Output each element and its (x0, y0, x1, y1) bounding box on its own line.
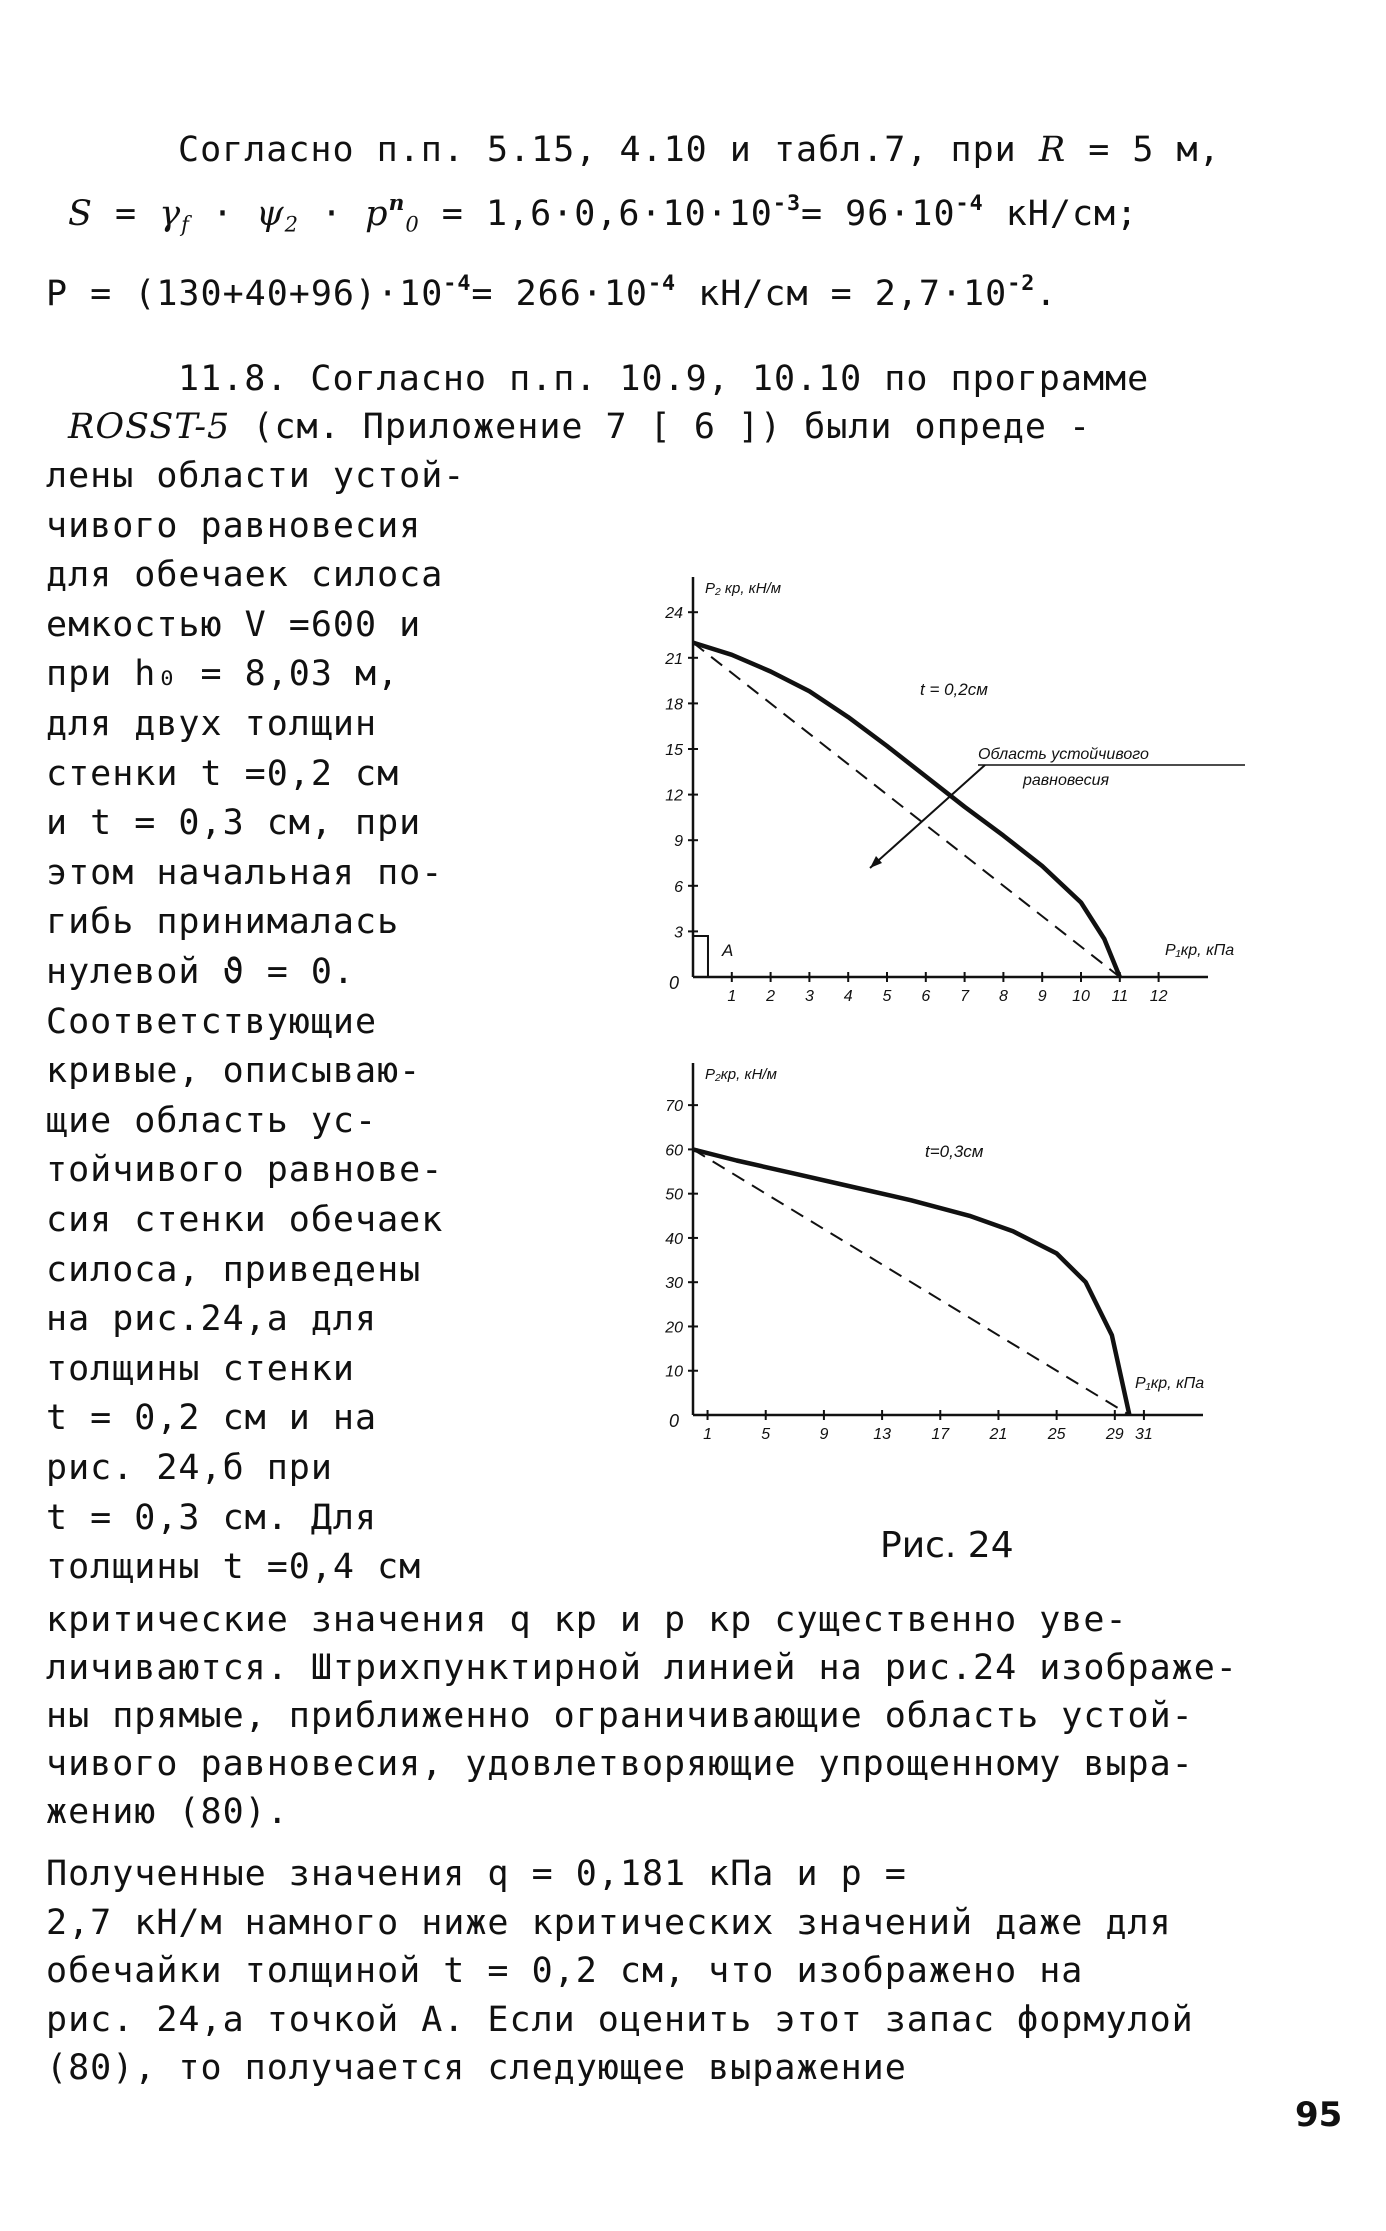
text: P = (130+40+96)·10 (46, 274, 444, 314)
y-tick-label: 6 (674, 878, 683, 896)
full-width-line: ны прямые, приближенно ограничивающие область устой- (46, 1696, 1194, 1736)
left-column-line: сия стенки обечаек (46, 1200, 444, 1240)
y-tick-label: 18 (665, 696, 683, 714)
chart-title: t=0,3см (925, 1142, 984, 1161)
x-tick-label: 8 (998, 988, 1008, 1005)
y-tick-label: 60 (665, 1142, 683, 1160)
left-column-line: t = 0,3 см. Для (46, 1497, 378, 1538)
left-column-line: стенки t =0,2 см (46, 753, 400, 794)
left-column-line: t = 0,2 см и на (46, 1398, 378, 1439)
text: = 5 м, (1066, 130, 1221, 170)
x-axis-label: P₁кр, кПа (1135, 1375, 1205, 1392)
x-tick-label: 5 (761, 1426, 771, 1443)
left-column-line: этом начальная по- (46, 852, 444, 893)
left-column-line: толщины стенки (46, 1348, 356, 1389)
x-tick-label: 9 (819, 1426, 829, 1443)
para3-line: Полученные значения q = 0,181 кПа и p = (46, 1854, 907, 1894)
left-column-line: тойчивого равнове- (46, 1150, 444, 1191)
program-name: ROSST-5 (68, 407, 231, 447)
y-tick-label: 40 (665, 1230, 683, 1248)
x-tick-label: 1 (727, 988, 737, 1005)
symbol-psi: ψ (256, 194, 285, 234)
x-tick-label: 17 (931, 1426, 950, 1443)
y-tick-label: 15 (665, 742, 683, 759)
text: = 96·10 (801, 194, 956, 234)
exponent: -3 (772, 190, 802, 216)
left-column-line: чивого равновесия (46, 505, 422, 546)
text: = (92, 194, 160, 234)
x-tick-label: 11 (1111, 988, 1129, 1005)
left-column-line: кривые, описываю- (46, 1051, 422, 1092)
left-column-line: и t = 0,3 см, при (46, 803, 422, 844)
text: · (189, 194, 257, 234)
text: (см. Приложение 7 [ 6 ]) были опреде - (230, 407, 1092, 447)
x-tick-label: 13 (873, 1426, 891, 1443)
para2-line1: 11.8. Согласно п.п. 10.9, 10.10 по программе (178, 359, 1150, 399)
left-column-line: при h₀ = 8,03 м, (46, 654, 400, 695)
y-axis-label: P₂ кр, кН/м (705, 580, 782, 597)
chart-24b (664, 1063, 1204, 1443)
figure-caption: Рис. 24 (880, 1525, 1014, 1566)
left-column-line: лены области устой- (46, 456, 466, 496)
x-tick-label: 2 (766, 988, 776, 1005)
subscript: 0 (405, 212, 420, 237)
x-tick-label: 9 (1037, 988, 1047, 1005)
y-tick-label: 9 (674, 833, 683, 851)
text: кН/см = 2,7·10 (676, 274, 1008, 314)
exponent: -4 (955, 190, 984, 216)
symbol-p: p (365, 194, 389, 234)
x-tick-label: 5 (882, 988, 892, 1005)
text: Согласно п.п. (178, 130, 488, 170)
subscript: 2 (284, 212, 299, 237)
x-tick-label: 29 (1105, 1426, 1124, 1443)
y-tick-label: 12 (665, 787, 683, 805)
text: = 1,6·0,6·10·10 (419, 194, 773, 234)
y-tick-label: 20 (665, 1319, 683, 1337)
exponent: -4 (648, 270, 677, 296)
full-width-line: критические значения q кр и p кр существенно уве- (46, 1600, 1128, 1640)
y-tick-label: 30 (665, 1275, 683, 1293)
left-column-line: на рис.24,а для (46, 1299, 378, 1340)
x-tick-label: 21 (989, 1426, 1008, 1443)
x-axis-label: P₁кр, кПа (1165, 942, 1235, 959)
full-width-line: чивого равновесия, удовлетворяющие упрощенному выра- (46, 1744, 1194, 1784)
origin-label: 0 (668, 1411, 679, 1431)
x-tick-label: 6 (921, 988, 931, 1005)
chart-title: t = 0,2см (920, 680, 988, 699)
x-tick-label: 1 (703, 1426, 712, 1443)
text: и табл.7, при (707, 130, 1039, 170)
x-tick-label: 31 (1135, 1426, 1153, 1443)
left-column-line: силоса, приведены (46, 1249, 422, 1290)
y-tick-label: 21 (665, 650, 683, 668)
superscript: n (388, 190, 406, 216)
text: . (1035, 274, 1058, 314)
left-column-line: нулевой ϑ = 0. (46, 952, 356, 992)
x-tick-label: 3 (804, 988, 814, 1005)
para3-line: (80), то получается следующее выражение (46, 2048, 907, 2088)
left-column-line: Соответствующие (46, 1001, 378, 1042)
x-tick-label: 12 (1149, 988, 1168, 1005)
page-number: 95 (1295, 2095, 1343, 2135)
x-tick-label: 25 (1047, 1426, 1066, 1443)
point-A-marker (693, 936, 708, 977)
origin-label: 0 (668, 973, 679, 993)
exponent: -4 (443, 270, 472, 296)
para3-line: рис. 24,а точкой А. Если оценить этот запас формулой (46, 1999, 1194, 2040)
full-width-line: личиваются. Штрихпунктирной линией на рис.24 изображе- (46, 1648, 1238, 1688)
y-axis-label: P₂кр, кН/м (705, 1066, 777, 1083)
y-tick-label: 3 (674, 924, 683, 942)
x-tick-label: 4 (843, 988, 853, 1005)
left-column-line: толщины t =0,4 см (46, 1547, 422, 1588)
dashed-boundary-line (693, 1149, 1129, 1415)
left-column-line: гибь принималась (46, 902, 400, 943)
symbol-R: R (1038, 130, 1067, 170)
x-tick-label: 7 (960, 988, 970, 1005)
left-column-line: емкостью V =600 и (46, 604, 422, 645)
symbol-S: S (68, 194, 93, 234)
y-tick-label: 70 (665, 1098, 683, 1116)
chart-24a (664, 577, 1245, 1005)
y-tick-label: 50 (665, 1186, 683, 1204)
text: = 266·10 (471, 274, 648, 314)
y-tick-label: 24 (665, 605, 683, 623)
region-annotation: Область устойчивого (978, 746, 1149, 763)
left-column-line: рис. 24,б при (46, 1448, 333, 1488)
y-tick-label: 10 (665, 1363, 683, 1381)
para3-line: 2,7 кН/м намного ниже критических значений даже для (46, 1902, 1172, 1943)
point-A-label: A (721, 940, 734, 960)
left-column-line: для обечаек силоса (46, 555, 444, 596)
exponent: -2 (1007, 270, 1036, 296)
text: кН/см; (983, 194, 1139, 234)
para3-line: обечайки толщиной t = 0,2 см, что изображено на (46, 1951, 1084, 1991)
x-tick-label: 10 (1072, 988, 1090, 1005)
region-annotation-line2: равновесия (1023, 772, 1110, 789)
subscript: f (181, 212, 190, 237)
text: 5.15, 4.10 (487, 130, 708, 170)
left-column-line: щие область ус- (46, 1100, 378, 1141)
symbol-gamma: γ (159, 194, 182, 234)
dashed-boundary-line (693, 643, 1120, 977)
text: · (298, 194, 366, 234)
full-width-line: жению (80). (46, 1792, 289, 1832)
left-column-line: для двух толщин (46, 704, 378, 744)
